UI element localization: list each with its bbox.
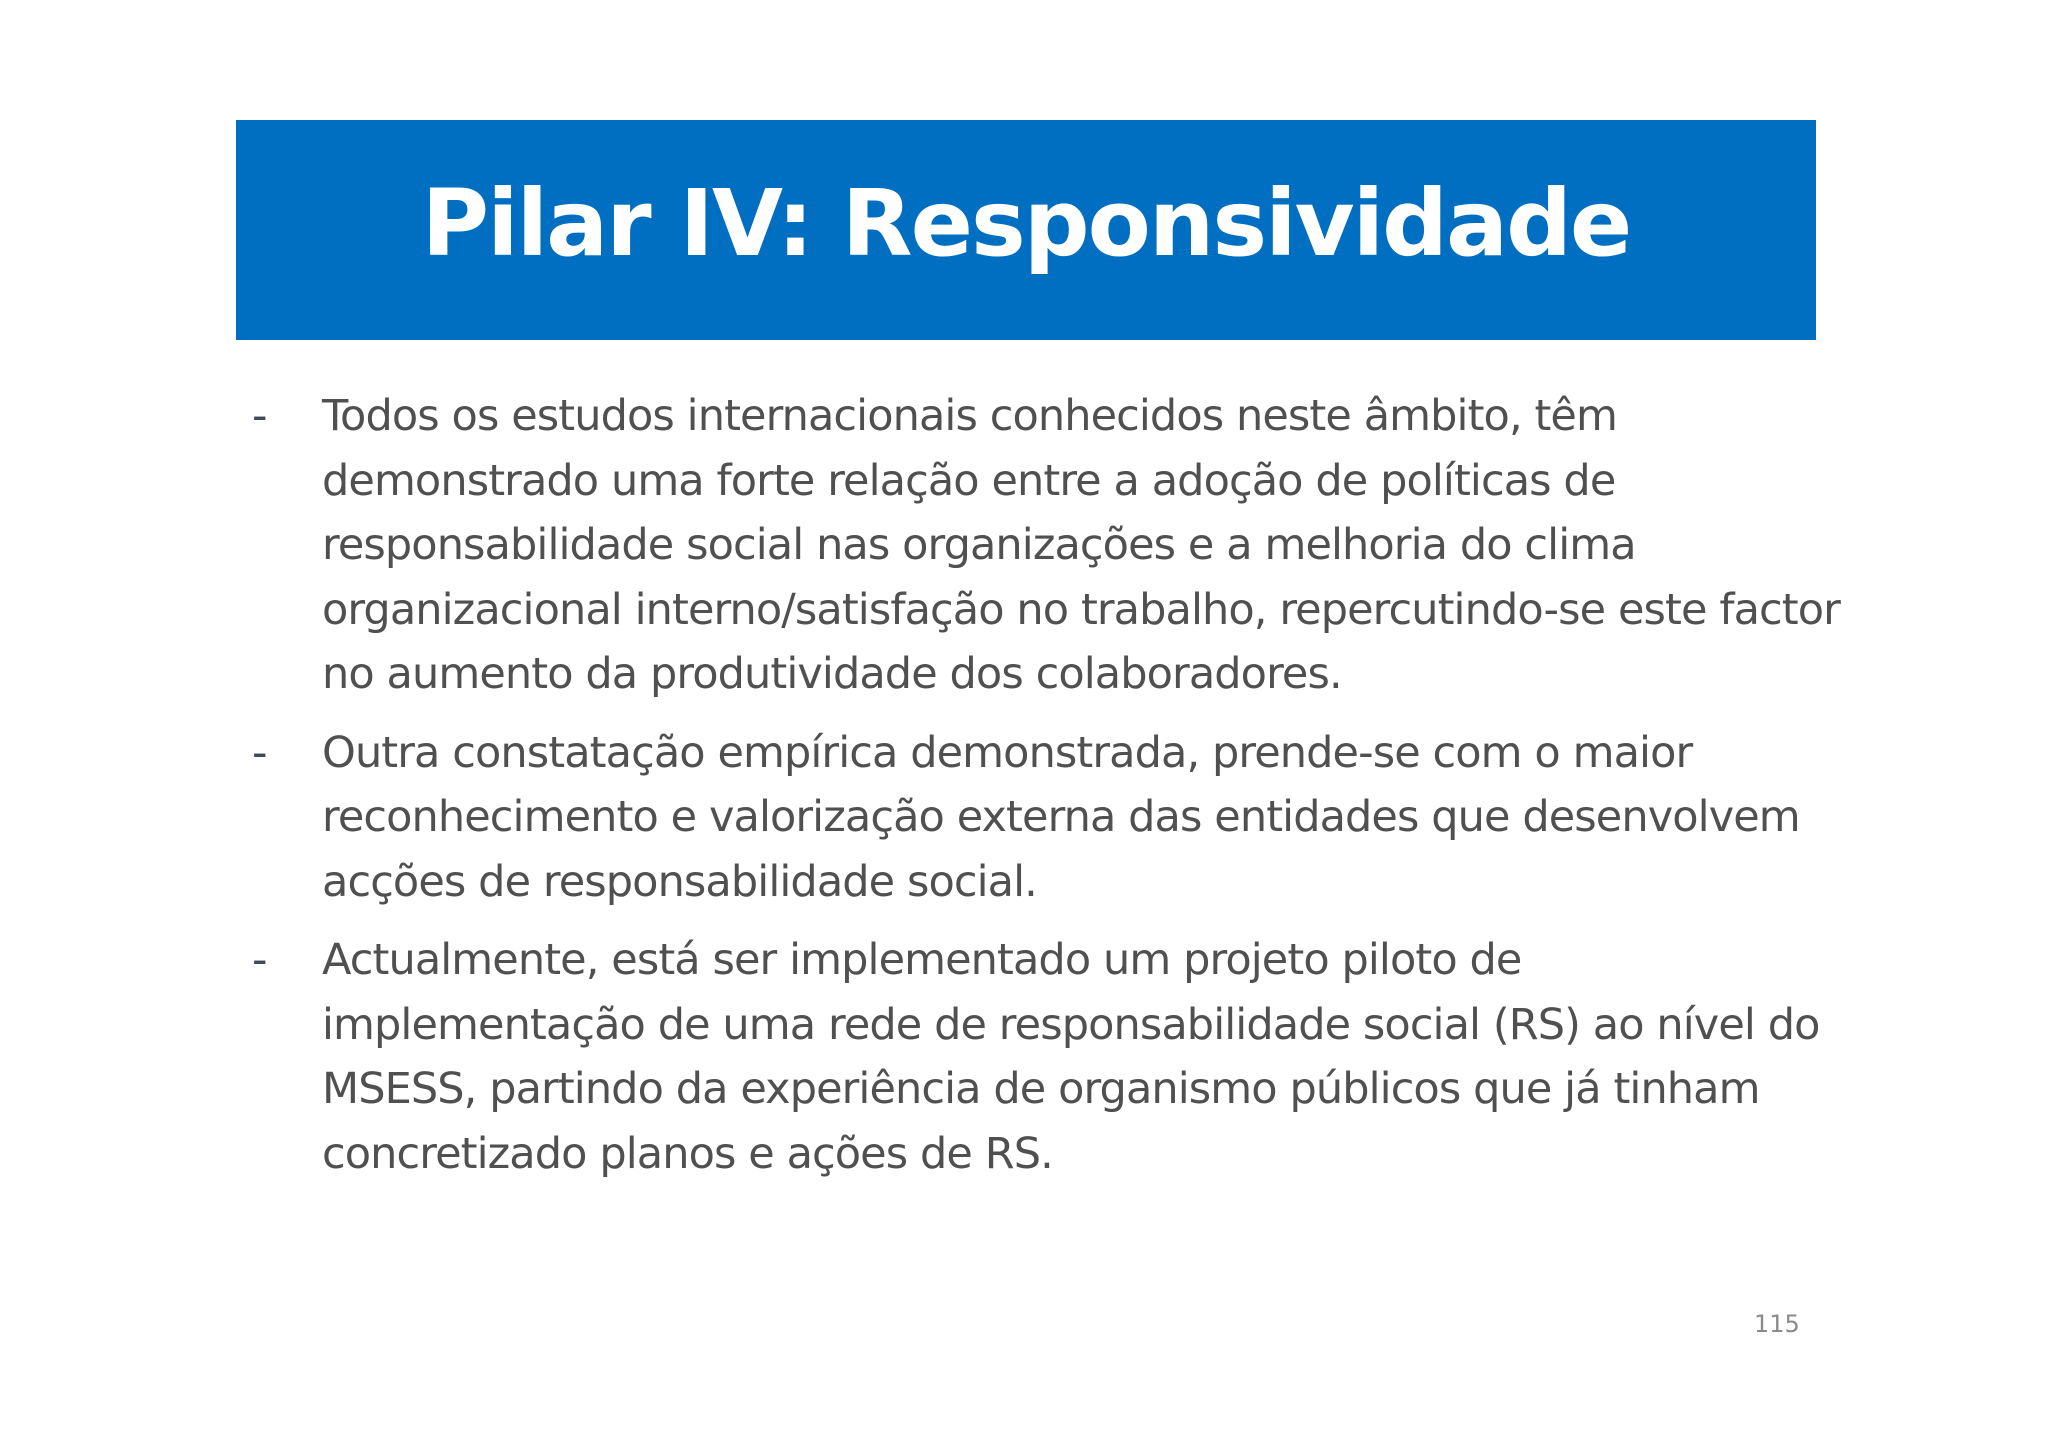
bullet-item [252,721,1852,915]
bullet-item [252,384,1852,707]
bullet-text: Todos os estudos internacionais conhecidos neste âmbito, têm demonstrado uma forte relação entre a adoção de políticas de responsabilidade social nas organizações e a melhoria do clima organizacional interno/satisfação no trabalho, repercutindo-se este factor no aumento da produtividade dos colaboradores. [322,391,1840,699]
bullet-text: Outra constatação empírica demonstrada, prende-se com o maior reconhecimento e valorização externa das entidades que desenvolvem acções de responsabilidade social. [322,727,1800,907]
bullet-marker: - [252,391,268,441]
title-bar [236,120,1816,340]
bullet-marker: - [252,727,268,778]
bullet-marker: - [252,935,268,985]
bullet-text: Actualmente, está ser implementado um projeto piloto de implementação de uma rede de responsabilidade social (RS) ao nível do MSESS, partindo da experiência de organismo públicos que já tinham concretizado planos e ações de RS. [322,935,1820,1179]
bullet-list [252,384,1852,1200]
page-number: 115 [1754,1310,1800,1338]
bullet-item [252,928,1852,1186]
slide-title: Pilar IV: Responsividade [421,170,1631,277]
